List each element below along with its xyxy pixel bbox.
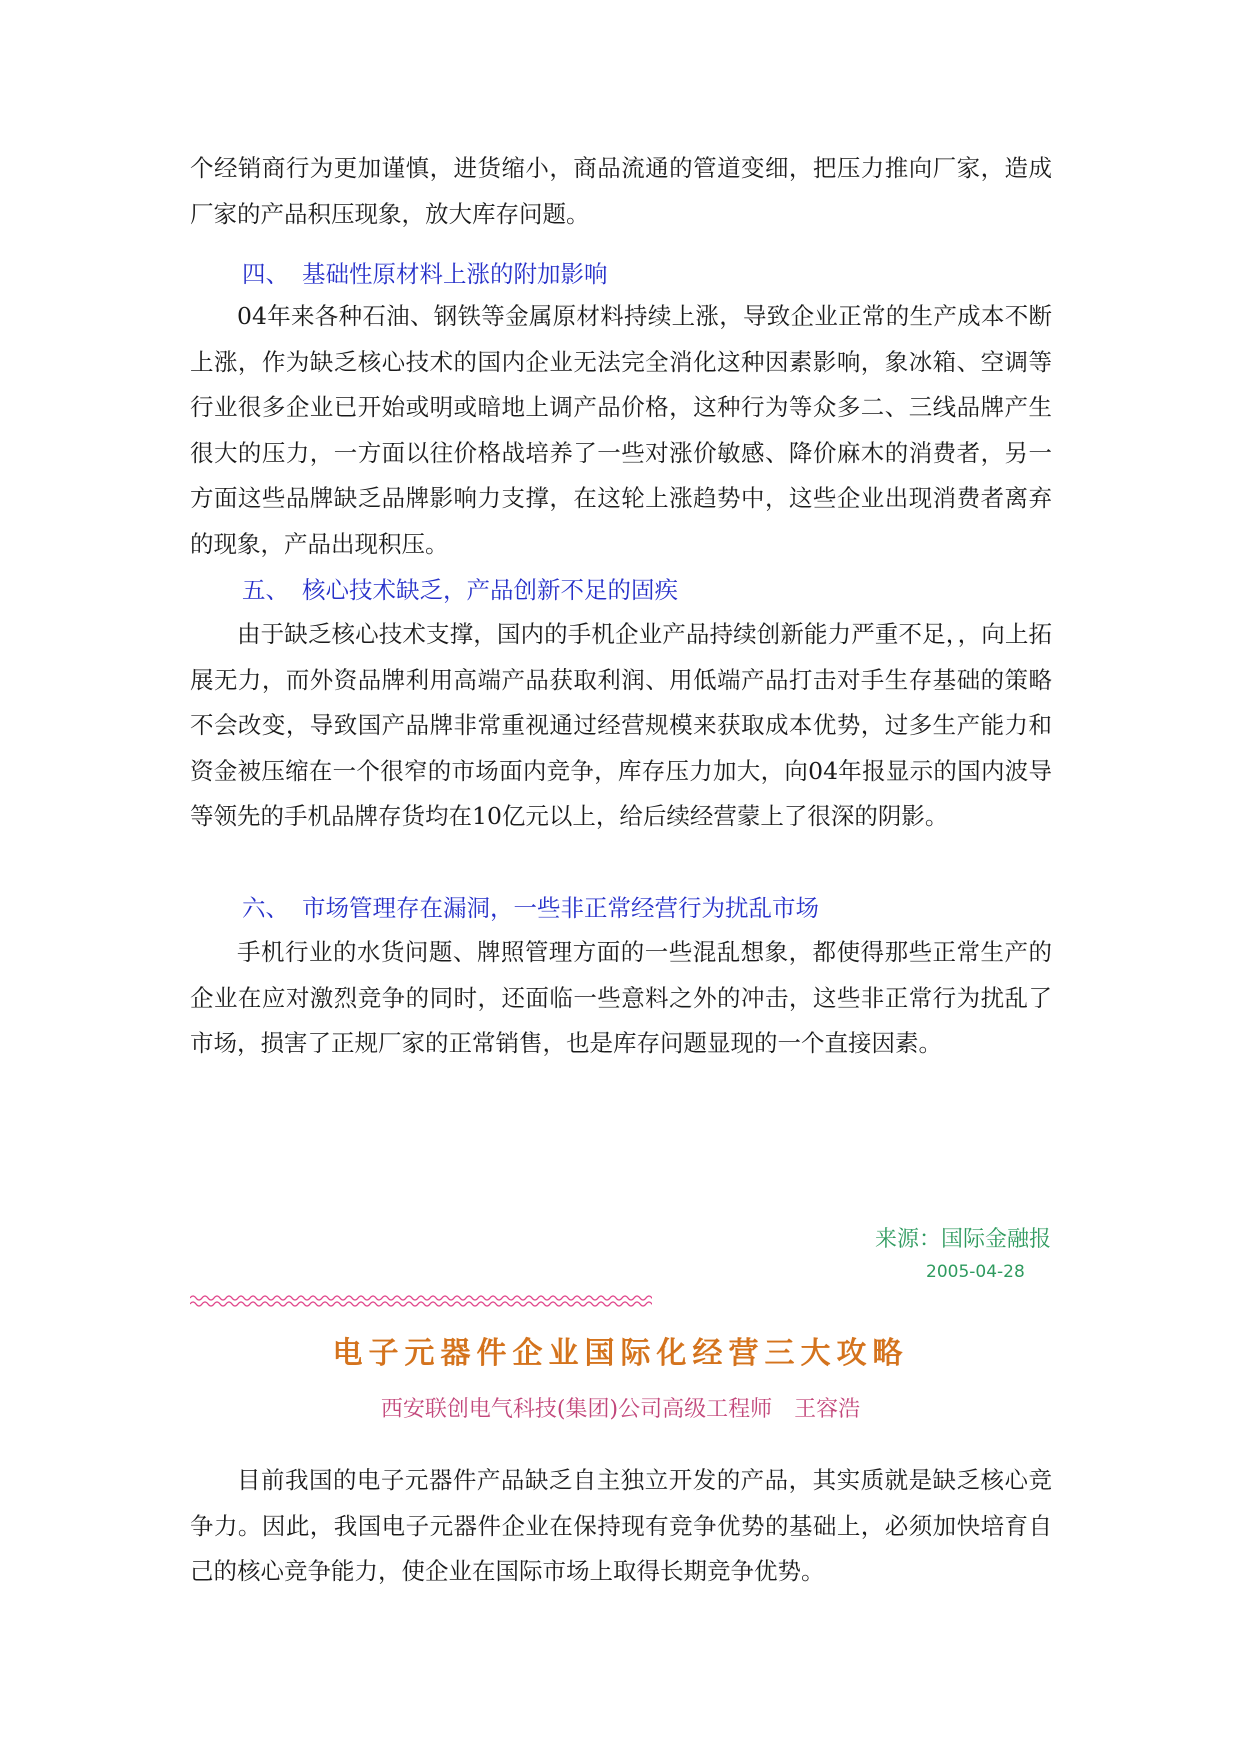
section-number: 六、: [242, 894, 289, 922]
article-intro: 目前我国的电子元器件产品缺乏自主独立开发的产品，其实质就是缺乏核心竞争力。因此，我国电子元器件企业在保持现有竞争优势的基础上，必须加快培育自己的核心竞争能力，使企业在国际市场上取得长期竞争优势。: [190, 1466, 1052, 1585]
section-number: 五、: [242, 576, 289, 604]
section-heading-5: [242, 570, 678, 610]
continued-paragraph: 个经销商行为更加谨慎，进货缩小，商品流通的管道变细，把压力推向厂家，造成厂家的产品积压现象，放大库存问题。: [190, 154, 1052, 228]
section-heading-4: [242, 254, 608, 294]
source-date: 2005-04-28: [926, 1262, 1025, 1282]
section-paragraph: 由于缺乏核心技术支撑，国内的手机企业产品持续创新能力严重不足，，向上拓展无力，而外资品牌利用高端产品获取利润、用低端产品打击对手生存基础的策略不会改变，导致国产品牌非常重视通过经营规模来获取成本优势，过多生产能力和资金被压缩在一个很窄的市场面内竞争，库存压力加大，向04年报显示的国内波导等领先的手机品牌存货均在10亿元以上，给后续经营蒙上了很深的阴影。: [190, 620, 1052, 830]
wavy-divider: [190, 1293, 652, 1309]
section-heading-text: 市场管理存在漏洞，一些非正常经营行为扰乱市场: [302, 894, 819, 922]
article-author: 西安联创电气科技(集团)公司高级工程师 王容浩: [380, 1397, 861, 1422]
section-heading-6: [242, 888, 819, 928]
article-title: 电子元器件企业国际化经营三大攻略: [332, 1336, 909, 1371]
section-number: 四、: [242, 260, 289, 288]
section-paragraph: 04年来各种石油、钢铁等金属原材料持续上涨，导致企业正常的生产成本不断上涨，作为缺乏核心技术的国内企业无法完全消化这种因素影响，象冰箱、空调等行业很多企业已开始或明或暗地上调产品价格，这种行为等众多二、三线品牌产生很大的压力，一方面以往价格战培养了一些对涨价敏感、降价麻木的消费者，另一方面这些品牌缺乏品牌影响力支撑，在这轮上涨趋势中，这些企业出现消费者离弃的现象，产品出现积压。: [190, 302, 1052, 558]
source-label: 来源：国际金融报: [874, 1227, 1051, 1252]
section-paragraph: 手机行业的水货问题、牌照管理方面的一些混乱想象，都使得那些正常生产的企业在应对激烈竞争的同时，还面临一些意料之外的冲击，这些非正常行为扰乱了市场，损害了正规厂家的正常销售，也是库存问题显现的一个直接因素。: [190, 938, 1052, 1057]
section-heading-text: 基础性原材料上涨的附加影响: [302, 260, 608, 288]
section-heading-text: 核心技术缺乏，产品创新不足的固疾: [302, 576, 678, 604]
